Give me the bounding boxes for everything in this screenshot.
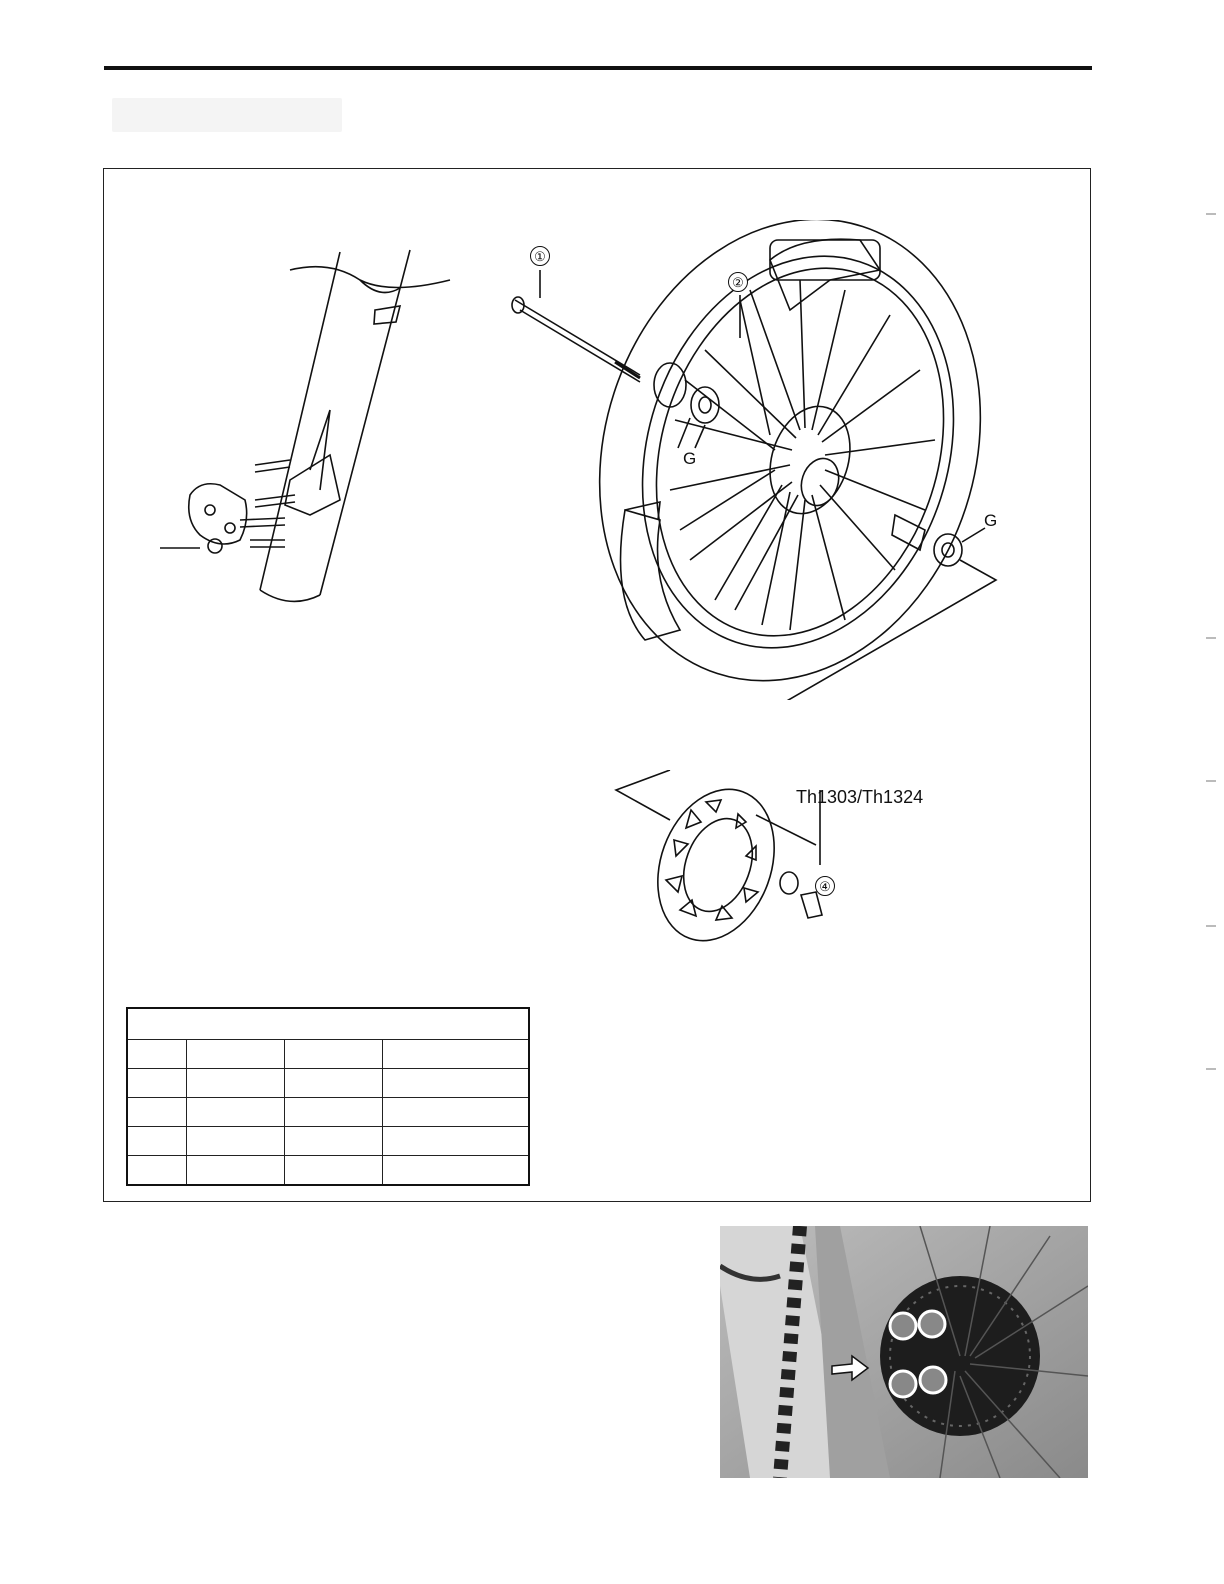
front-wheel-illustration <box>500 220 1020 700</box>
table-cell <box>382 1098 529 1127</box>
callout-1: ① <box>530 246 550 266</box>
table-cell <box>284 1127 382 1156</box>
label-grease-bearing: G <box>683 449 697 468</box>
table-row <box>127 1098 529 1127</box>
table-cell <box>127 1156 187 1186</box>
spec-table <box>126 1007 530 1186</box>
table-cell <box>127 1069 187 1098</box>
table-header-cell <box>127 1008 529 1040</box>
table-row <box>127 1156 529 1186</box>
table-cell <box>187 1156 285 1186</box>
header-rule <box>104 66 1092 70</box>
table-cell <box>187 1098 285 1127</box>
table-cell <box>284 1156 382 1186</box>
table-cell <box>284 1040 382 1069</box>
table-cell <box>187 1127 285 1156</box>
table-cell <box>127 1127 187 1156</box>
table-cell <box>187 1069 285 1098</box>
table-cell <box>382 1127 529 1156</box>
table-cell <box>382 1069 529 1098</box>
margin-mark <box>1206 637 1216 639</box>
margin-mark <box>1206 213 1216 215</box>
table-cell <box>127 1040 187 1069</box>
torque-reference-label: Th1303/Th1324 <box>796 787 924 807</box>
margin-mark <box>1206 780 1216 782</box>
table-row <box>127 1069 529 1098</box>
table-row <box>127 1040 529 1069</box>
label-grease-spacer: G <box>984 511 998 530</box>
margin-mark <box>1206 925 1216 927</box>
table-header-row <box>127 1008 529 1040</box>
table-cell <box>382 1156 529 1186</box>
fork-leg-illustration <box>160 240 460 620</box>
callout-2: ② <box>728 272 748 292</box>
table-cell <box>127 1098 187 1127</box>
faded-heading <box>112 98 342 132</box>
wheel-hub-photo <box>720 1226 1088 1478</box>
table-cell <box>284 1069 382 1098</box>
callout-4: ④ <box>815 876 835 896</box>
table-row <box>127 1127 529 1156</box>
margin-mark <box>1206 1068 1216 1070</box>
table-cell <box>284 1098 382 1127</box>
table-cell <box>187 1040 285 1069</box>
table-cell <box>382 1040 529 1069</box>
